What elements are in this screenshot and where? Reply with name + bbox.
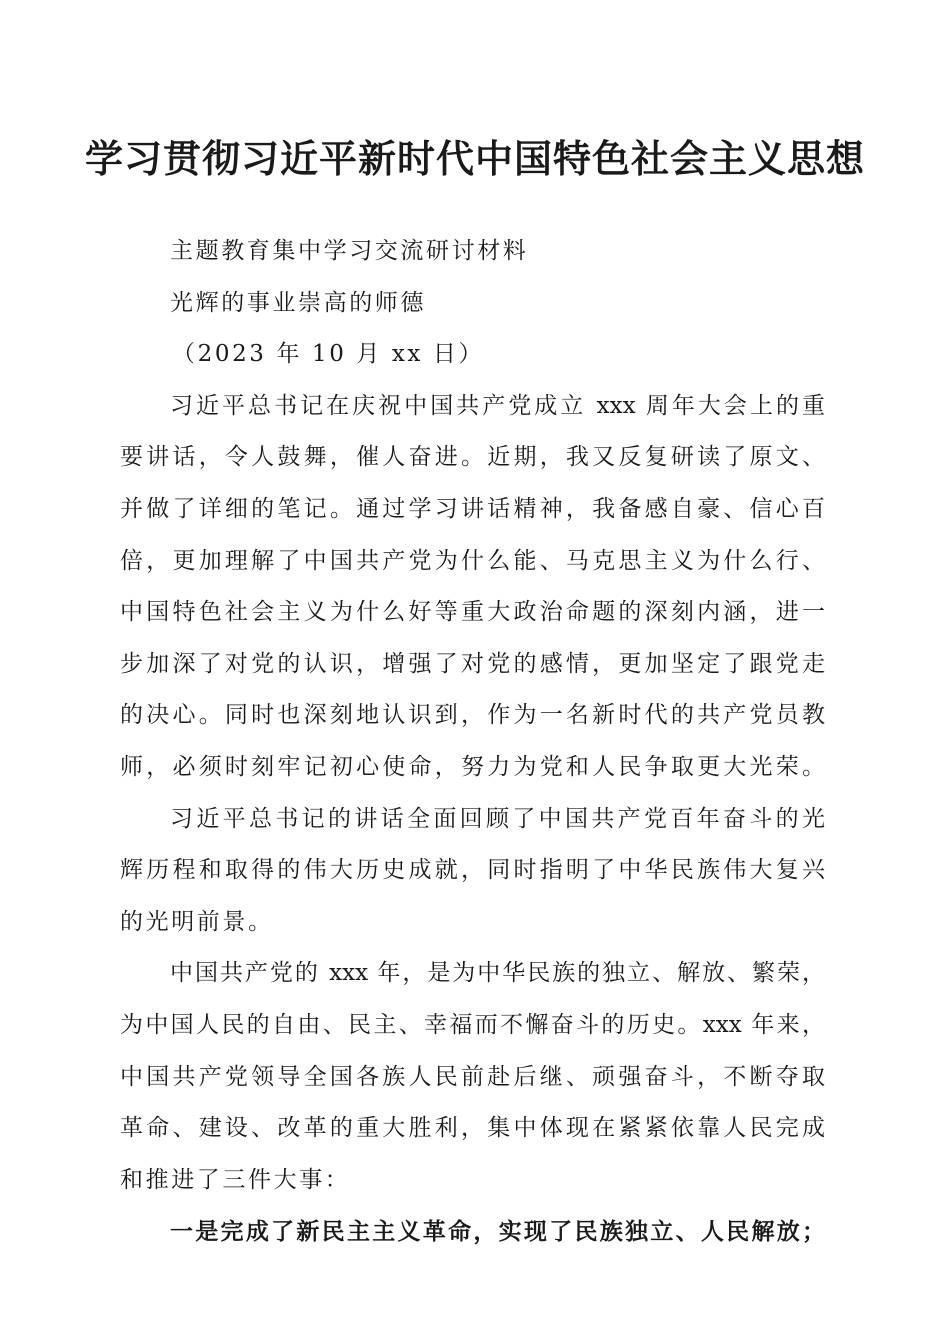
paragraph-2 (120, 794, 825, 949)
date-line: （2023 年 10 月 xx 日） (172, 341, 485, 368)
paragraph-line: 辉历程和取得的伟大历史成就，同时指明了中华民族伟大复兴 (120, 857, 825, 884)
document-title: 学习贯彻习近平新时代中国特色社会主义思想 (84, 137, 865, 181)
paragraph-line: 革命、建设、改革的重大胜利，集中体现在紧紧依靠人民完成 (120, 1115, 825, 1142)
paragraph-line: 并做了详细的笔记。通过学习讲话精神，我备感自豪、信心百 (120, 495, 825, 522)
paragraph-1 (120, 381, 825, 794)
paragraph-line: 要讲话，令人鼓舞，催人奋进。近期，我又反复研读了原文、 (120, 444, 825, 471)
subtitle-line: 主题教育集中学习交流研讨材料 (170, 238, 529, 264)
emphasis-line: 一是完成了新民主主义革命，实现了民族独立、人民解放； (170, 1218, 825, 1246)
paragraph-line: 步加深了对党的认识，增强了对党的感情，更加坚定了跟党走 (120, 650, 825, 677)
paragraph-line: 中国共产党领导全国各族人民前赴后继、顽强奋斗，不断夺取 (120, 1063, 825, 1090)
paragraph-line: 习近平总书记的讲话全面回顾了中国共产党百年奋斗的光 (170, 805, 825, 832)
paragraph-line: 中国共产党的 xxx 年，是为中华民族的独立、解放、繁荣， (170, 960, 825, 987)
paragraph-3 (120, 948, 825, 1206)
paragraph-line: 中国特色社会主义为什么好等重大政治命题的深刻内涵，进一 (120, 599, 825, 626)
paragraph-line: 的光明前景。 (120, 908, 274, 935)
paragraph-line: 和推进了三件大事： (120, 1166, 351, 1193)
paragraph-line: 为中国人民的自由、民主、幸福而不懈奋斗的历史。xxx 年来， (120, 1011, 825, 1038)
paragraph-line: 习近平总书记在庆祝中国共产党成立 xxx 周年大会上的重 (170, 392, 825, 419)
paragraph-line: 倍，更加理解了中国共产党为什么能、马克思主义为什么行、 (120, 547, 825, 574)
paragraph-line: 的决心。同时也深刻地认识到，作为一名新时代的共产党员教 (120, 702, 825, 729)
article-heading: 光辉的事业崇高的师德 (170, 289, 426, 316)
document-body (120, 226, 825, 1258)
paragraph-line: 师，必须时刻牢记初心使命，努力为党和人民争取更大光荣。 (120, 753, 825, 780)
